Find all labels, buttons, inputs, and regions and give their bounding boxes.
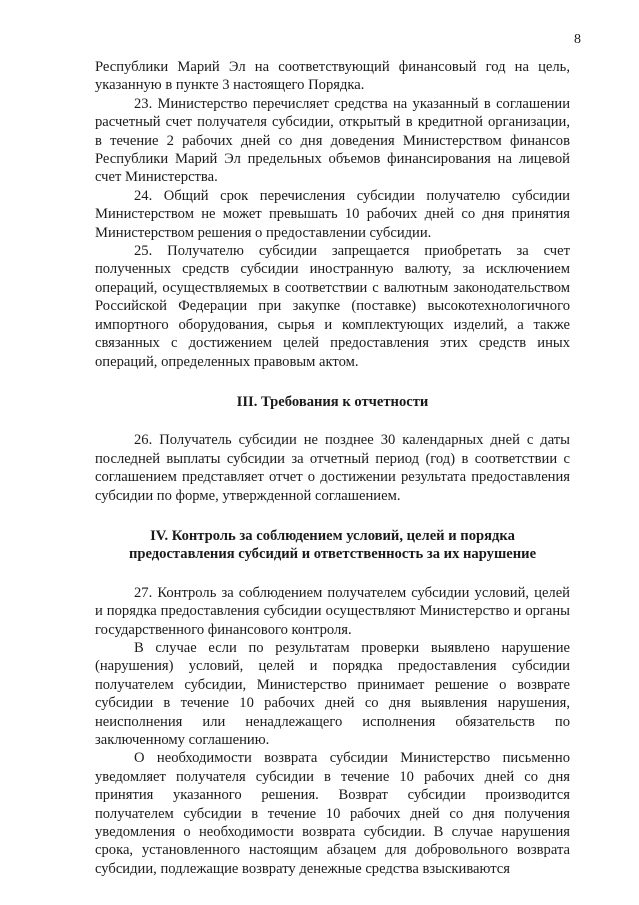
section-4-heading-line-1: IV. Контроль за соблюдением условий, целей и порядка — [150, 527, 515, 544]
paragraph-continuation: Республики Марий Эл на соответствующий финансовый год на цель, указанную в пункте 3 настоящего Порядка. — [95, 59, 570, 94]
page-number: 8 — [574, 32, 581, 47]
paragraph-25: 25. Получателю субсидии запрещается приобретать за счет полученных средств субсидии иностранную валюту, за исключением операций, осуществляемых в соответствии с валютным законодательством Российской Федерации при закупке (поставке) высокотехнологичного импортного оборудования, сырья и комплектующих изделий, а также связанных с достижением целей предоставления этих средств иных операций, определенных правовым актом. — [95, 243, 570, 370]
spacer — [95, 371, 570, 393]
paragraph-23: 23. Министерство перечисляет средства на указанный в соглашении расчетный счет получателя субсидии, открытый в кредитной организации, в течение 2 рабочих дней со дня доведения Министерством финансов Республики Марий Эл предельных объемов финансирования на лицевой счет Министерства. — [95, 95, 570, 186]
spacer — [95, 505, 570, 527]
paragraph-refund-notice: О необходимости возврата субсидии Министерство письменно уведомляет получателя субсидии в течение 10 рабочих дней со дня принятия указанного решения. Возврат субсидии производится получателем субсидии в течение 10 рабочих дней со дня получения уведомления о необходимости возврата субсидии. В случае нарушения срока, установленного настоящим абзацем для добровольного возврата субсидии, подлежащие возврату денежные средства взыскиваются — [95, 750, 570, 877]
section-3-heading: III. Требования к отчетности — [236, 393, 429, 410]
section-4-heading-line-2: предоставления субсидий и ответственность за их нарушение — [128, 546, 537, 563]
section-4-heading — [95, 527, 570, 564]
paragraph-26: 26. Получатель субсидии не позднее 30 календарных дней с даты последней выплаты субсидии за отчетный период (год) в соответствии с соглашением представляет отчет о достижении результата предоставления субсидии по форме, утвержденной соглашением. — [95, 432, 570, 504]
document-body — [95, 58, 570, 878]
spacer — [95, 411, 570, 431]
paragraph-24: 24. Общий срок перечисления субсидии получателю субсидии Министерством не может превышать 10 рабочих дней со дня принятия Министерством решения о предоставлении субсидии. — [95, 187, 570, 241]
paragraph-violation: В случае если по результатам проверки выявлено нарушение (нарушения) условий, целей и порядка предоставления субсидии получателем субсидии, Министерство принимает решение о возврате субсидии в течение 10 рабочих дней со дня выявления нарушения, неисполнения или ненадлежащего исполнения обязательств по заключенному соглашению. — [95, 639, 570, 748]
paragraph-27: 27. Контроль за соблюдением получателем субсидии условий, целей и порядка предоставления субсидии осуществляют Министерство и органы государственного финансового контроля. — [95, 584, 570, 638]
spacer — [95, 564, 570, 584]
